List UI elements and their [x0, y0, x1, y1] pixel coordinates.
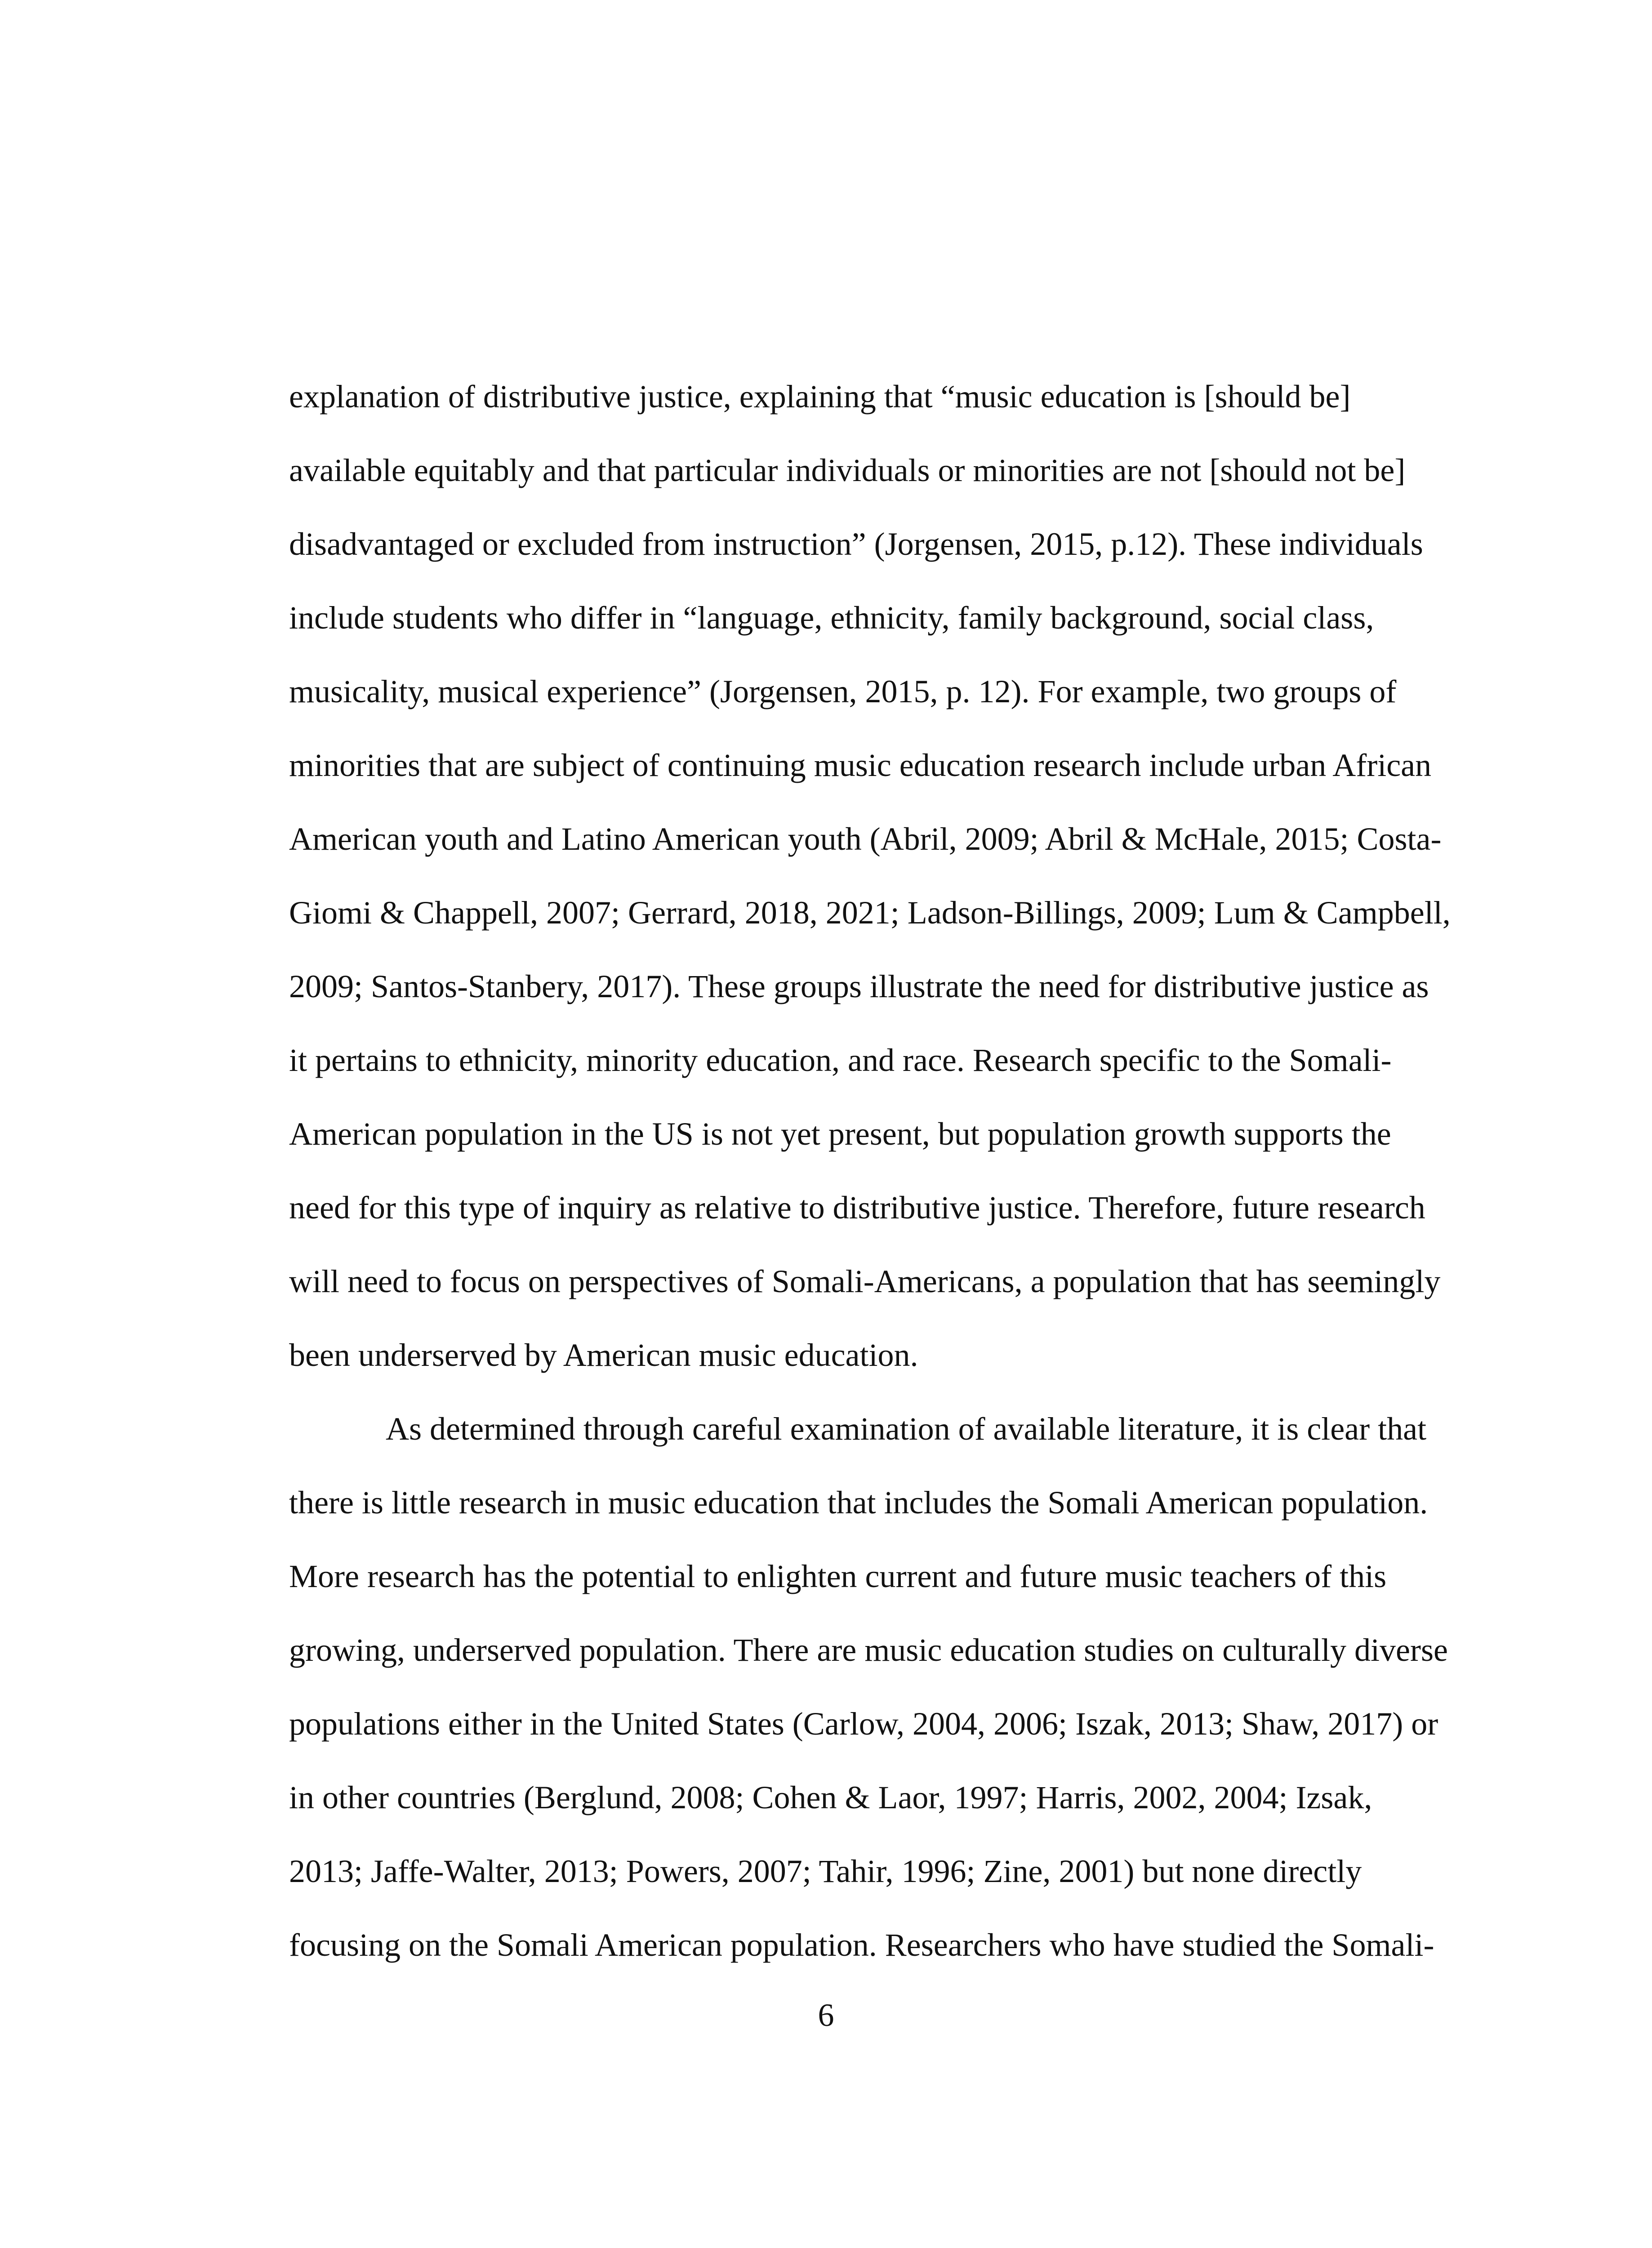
- text-line: need for this type of inquiry as relative to distributive justice. Therefore, future research: [289, 1190, 1425, 1226]
- text-line: minorities that are subject of continuing music education research include urban African: [289, 747, 1432, 783]
- text-line: in other countries (Berglund, 2008; Cohen & Laor, 1997; Harris, 2002, 2004; Izsak,: [289, 1780, 1372, 1815]
- text-line: will need to focus on perspectives of Somali-Americans, a population that has seemingly: [289, 1263, 1441, 1299]
- text-line: 2009; Santos-Stanbery, 2017). These groups illustrate the need for distributive justice as: [289, 968, 1429, 1004]
- text-line: been underserved by American music education.: [289, 1337, 918, 1373]
- page-number: 6: [818, 1997, 834, 2033]
- text-line: American youth and Latino American youth (Abril, 2009; Abril & McHale, 2015; Costa-: [289, 821, 1442, 857]
- text-line: growing, underserved population. There are music education studies on culturally diverse: [289, 1632, 1448, 1668]
- text-line: disadvantaged or excluded from instruction” (Jorgensen, 2015, p.12). These individuals: [289, 526, 1423, 562]
- text-line: available equitably and that particular individuals or minorities are not [should not be]: [289, 452, 1406, 488]
- text-line: American population in the US is not yet present, but population growth supports the: [289, 1116, 1391, 1152]
- text-line: Giomi & Chappell, 2007; Gerrard, 2018, 2021; Ladson-Billings, 2009; Lum & Campbell,: [289, 895, 1451, 931]
- text-line: populations either in the United States (Carlow, 2004, 2006; Iszak, 2013; Shaw, 2017) or: [289, 1706, 1438, 1742]
- text-line: More research has the potential to enlighten current and future music teachers of this: [289, 1558, 1387, 1594]
- text-line: there is little research in music education that includes the Somali American population.: [289, 1485, 1428, 1521]
- text-line: include students who differ in “language, ethnicity, family background, social class,: [289, 600, 1374, 636]
- text-line: musicality, musical experience” (Jorgensen, 2015, p. 12). For example, two groups of: [289, 674, 1397, 709]
- text-line: explanation of distributive justice, explaining that “music education is [should be]: [289, 379, 1351, 415]
- text-line: 2013; Jaffe-Walter, 2013; Powers, 2007; Tahir, 1996; Zine, 2001) but none directly: [289, 1853, 1362, 1889]
- text-line: it pertains to ethnicity, minority education, and race. Research specific to the Somali-: [289, 1042, 1392, 1078]
- text-line: focusing on the Somali American population. Researchers who have studied the Somali-: [289, 1927, 1434, 1963]
- paragraph-first-line: As determined through careful examination of available literature, it is clear that: [386, 1411, 1427, 1447]
